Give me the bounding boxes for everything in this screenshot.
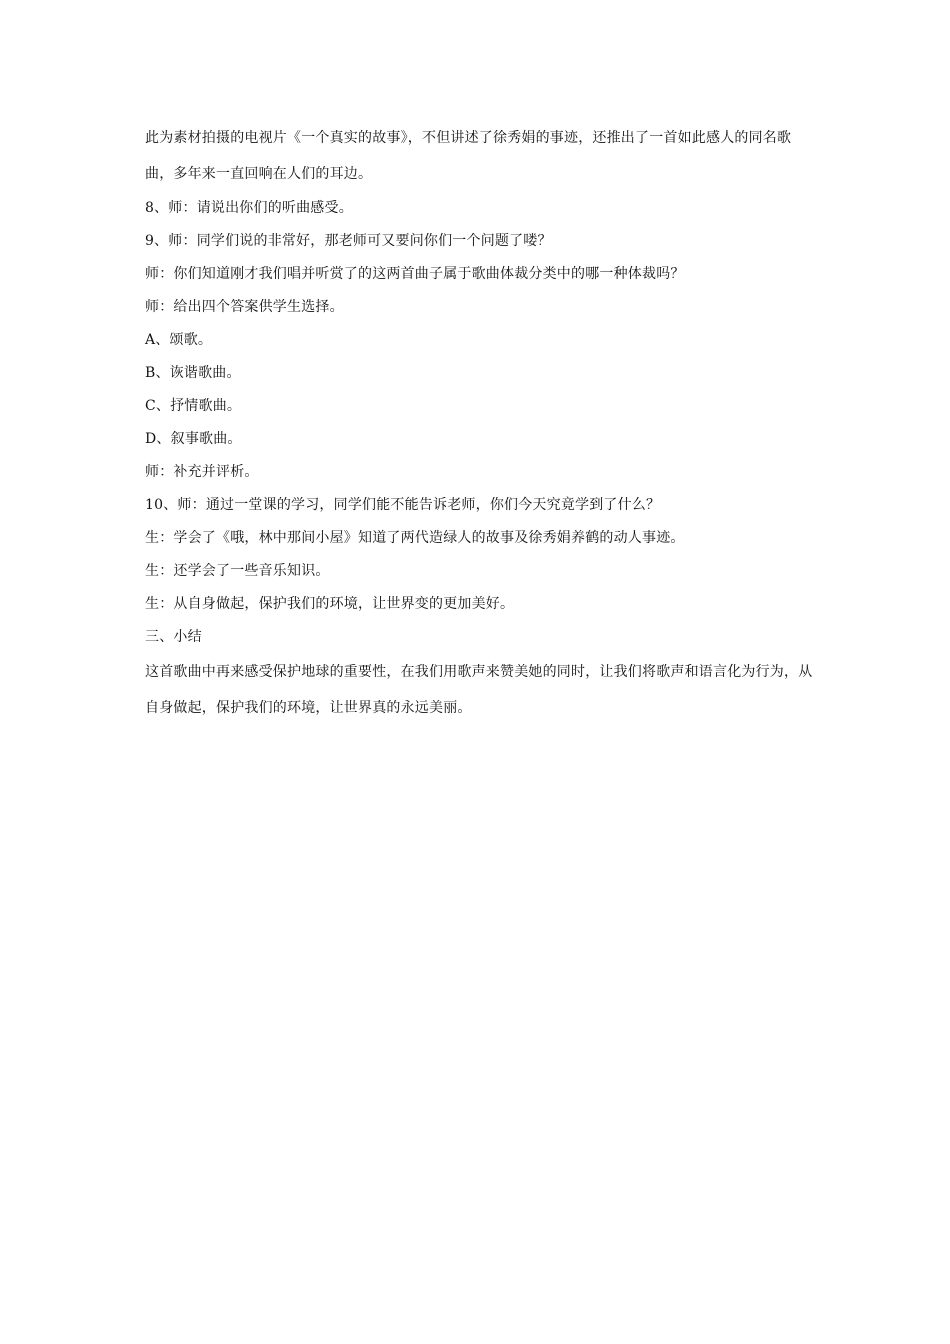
paragraph-step-9: 9、师：同学们说的非常好，那老师可又要问你们一个问题了喽？: [145, 233, 552, 249]
paragraph-step-8: 8、师：请说出你们的听曲感受。: [145, 200, 353, 216]
paragraph-teacher-comment: 师：补充并评析。: [145, 464, 259, 480]
document-body: [145, 120, 813, 726]
paragraph-student-answer-1: 生：学会了《哦，林中那间小屋》知道了两代造绿人的故事及徐秀娟养鹤的动人事迹。: [145, 530, 685, 546]
section-heading-summary: 三、小结: [145, 629, 202, 645]
option-b: B、诙谐歌曲。: [145, 365, 241, 381]
paragraph-intro-story: 此为素材拍摄的电视片《一个真实的故事》，不但讲述了徐秀娟的事迹，还推出了一首如此感人的同名歌曲，多年来一直回响在人们的耳边。: [145, 130, 792, 182]
option-d: D、叙事歌曲。: [145, 431, 242, 447]
paragraph-step-10: 10、师：通过一堂课的学习，同学们能不能告诉老师，你们今天究竟学到了什么？: [145, 497, 661, 513]
paragraph-teacher-question: 师：你们知道刚才我们唱并听赏了的这两首曲子属于歌曲体裁分类中的哪一种体裁吗？: [145, 266, 685, 282]
paragraph-student-answer-3: 生：从自身做起，保护我们的环境，让世界变的更加美好。: [145, 596, 515, 612]
option-a: A、颂歌。: [145, 332, 213, 348]
option-c: C、抒情歌曲。: [145, 398, 242, 414]
paragraph-summary: 这首歌曲中再来感受保护地球的重要性，在我们用歌声来赞美她的同时，让我们将歌声和语言化为行为，从自身做起，保护我们的环境，让世界真的永远美丽。: [145, 664, 813, 716]
paragraph-teacher-options: 师：给出四个答案供学生选择。: [145, 299, 344, 315]
paragraph-student-answer-2: 生：还学会了一些音乐知识。: [145, 563, 330, 579]
